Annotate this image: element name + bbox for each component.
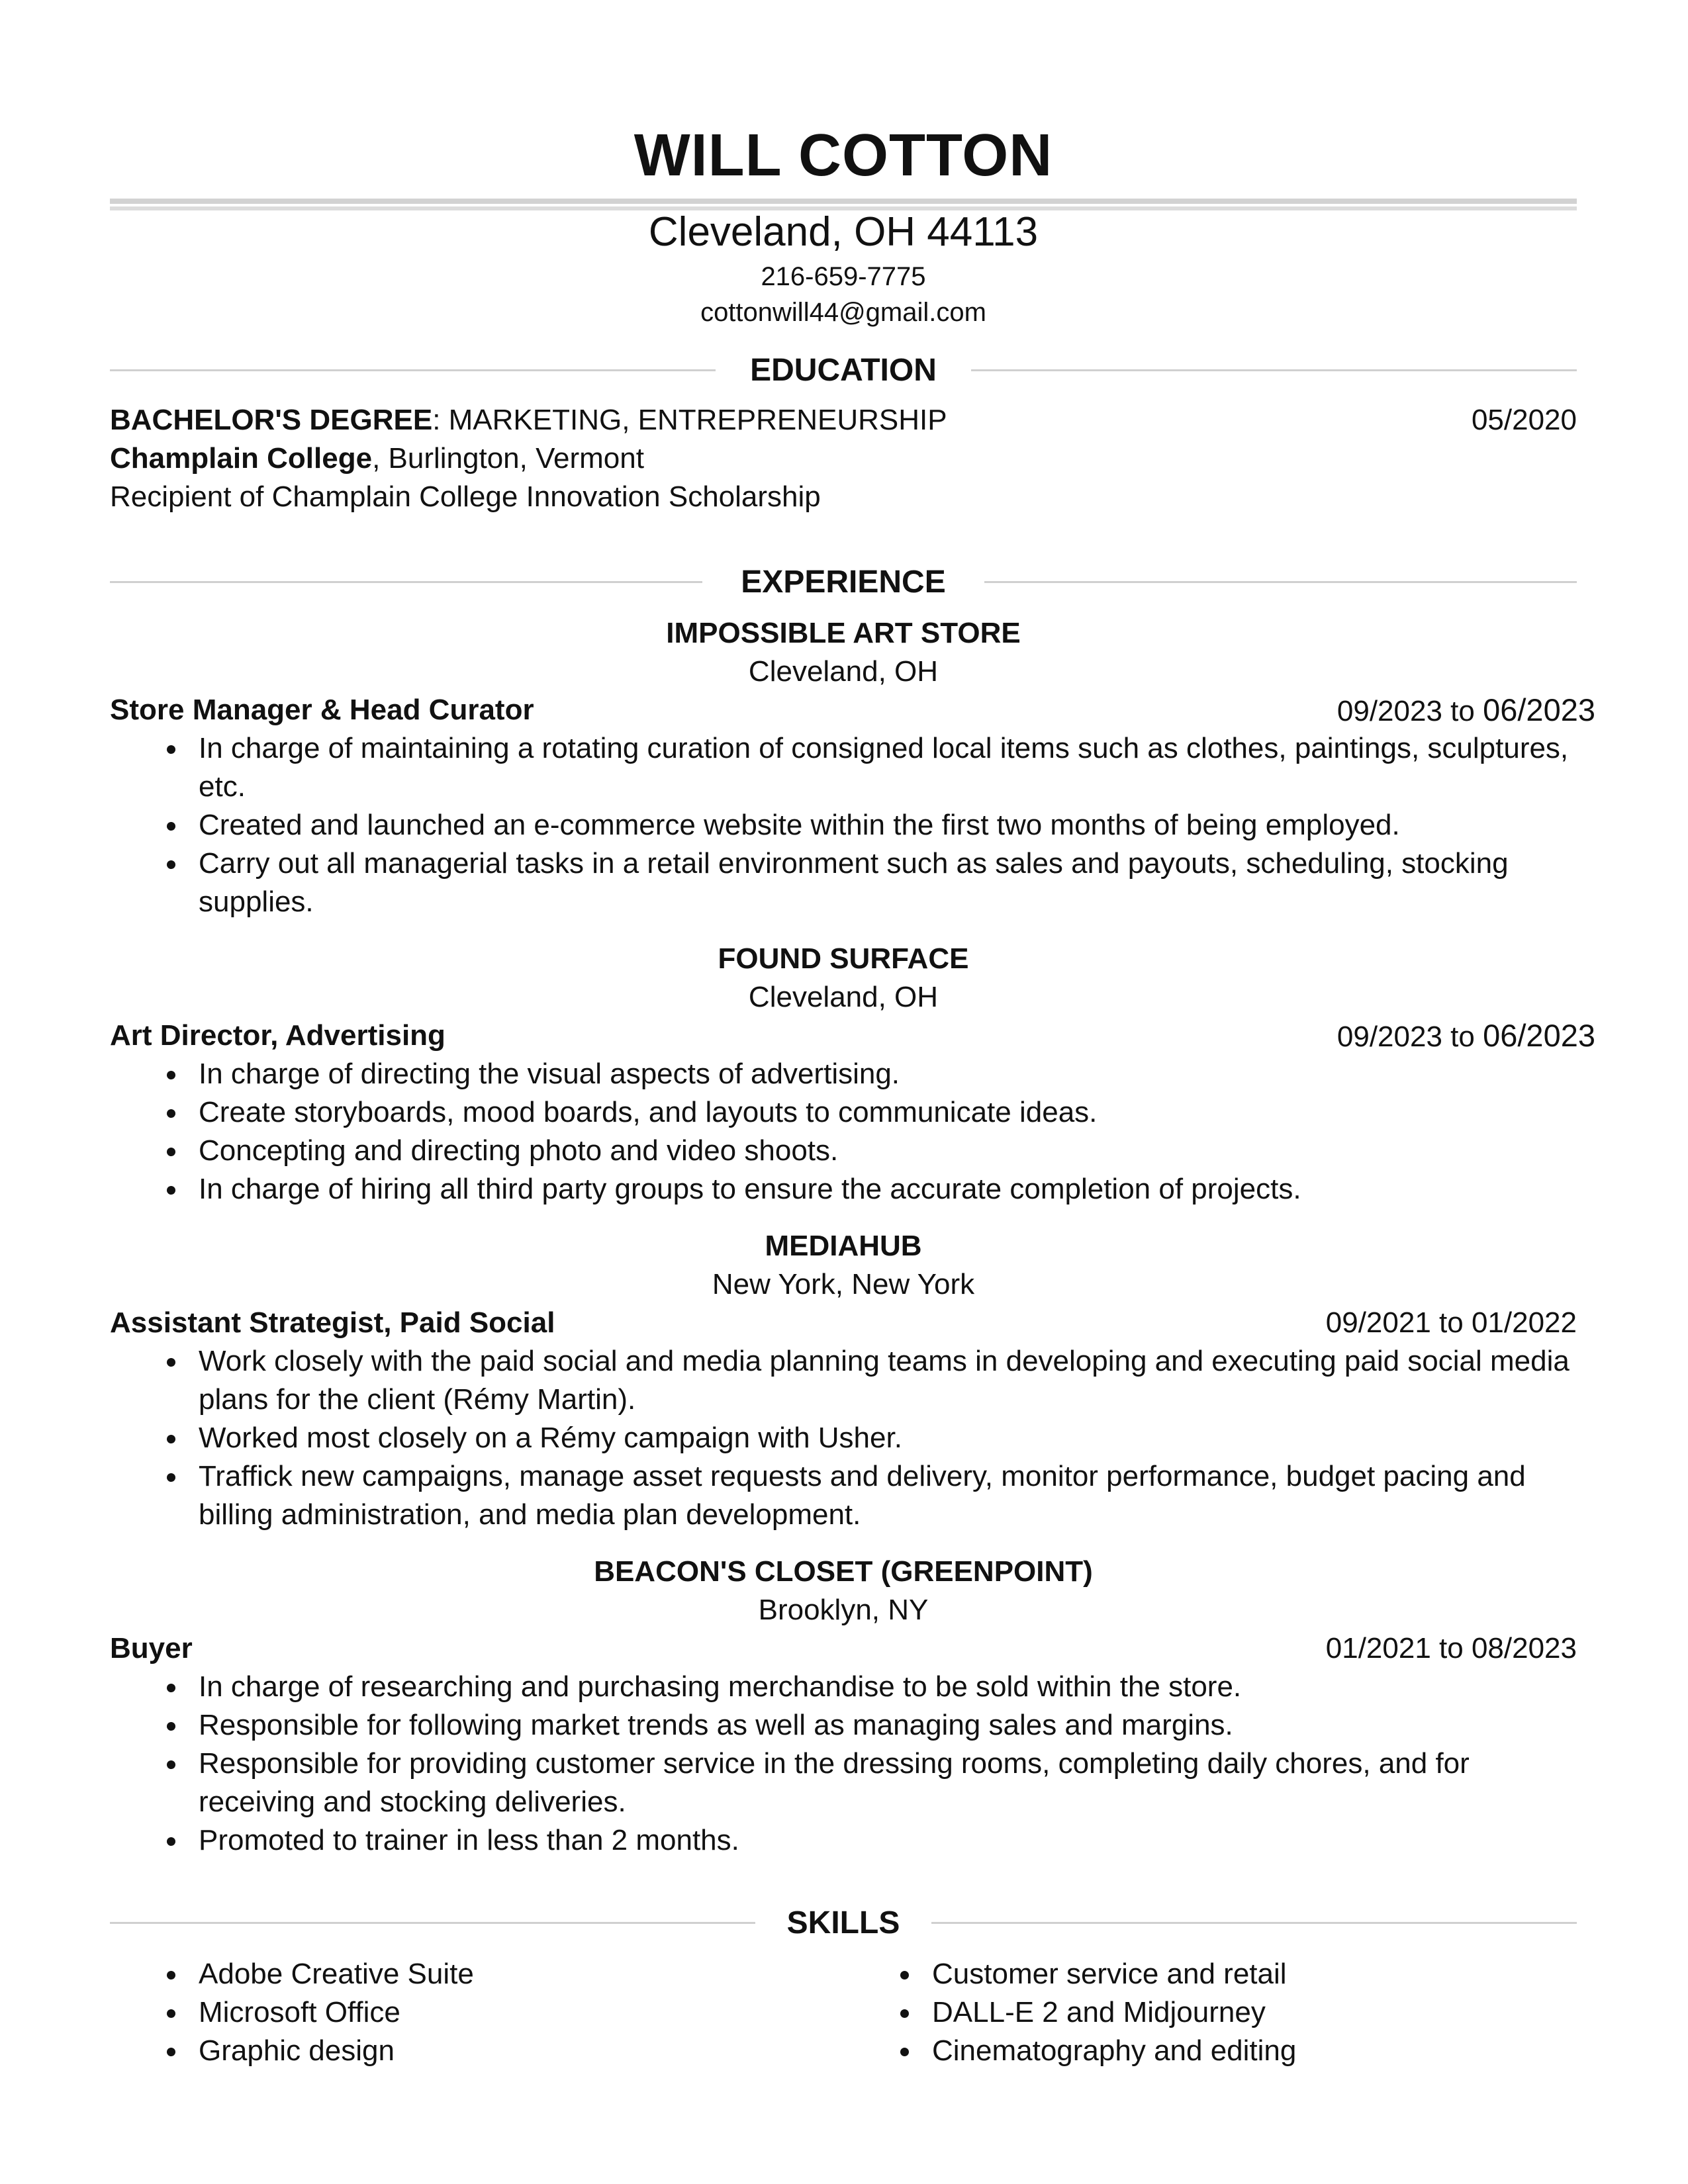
section-title: EDUCATION — [750, 353, 937, 388]
role-title: Buyer — [110, 1632, 193, 1664]
list-item: Work closely with the paid social and media planning teams in developing and executing paid social media plans for the client (Rémy Martin). — [110, 1342, 1582, 1419]
list-item: Responsible for following market trends as well as managing sales and margins. — [110, 1706, 1582, 1745]
list-item: Create storyboards, mood boards, and layouts to communicate ideas. — [110, 1093, 1582, 1132]
role-line — [110, 1017, 1595, 1055]
degree-line — [110, 401, 1577, 439]
list-item: In charge of maintaining a rotating curation of consigned local items such as clothes, paintings, sculptures, etc. — [110, 729, 1582, 806]
section-title: EXPERIENCE — [741, 565, 946, 600]
company-location: Cleveland, OH — [748, 981, 939, 1013]
list-item: In charge of researching and purchasing merchandise to be sold within the store. — [110, 1668, 1582, 1706]
responsibility-list — [110, 1342, 1582, 1534]
responsibility-list — [110, 1668, 1582, 1860]
list-item: In charge of hiring all third party groups to ensure the accurate completion of projects. — [110, 1170, 1582, 1208]
skills-list-left — [110, 1955, 794, 2070]
list-item: In charge of directing the visual aspects of advertising. — [110, 1055, 1582, 1093]
list-item: Worked most closely on a Rémy campaign with Usher. — [110, 1419, 1582, 1457]
company-name: MEDIAHUB — [765, 1230, 922, 1262]
company-location: New York, New York — [712, 1268, 975, 1300]
role-line — [110, 1304, 1577, 1342]
school-name: Champlain College — [110, 442, 373, 475]
education-note: Recipient of Champlain College Innovation Scholarship — [110, 480, 821, 513]
role-title: Assistant Strategist, Paid Social — [110, 1306, 555, 1339]
list-item: Concepting and directing photo and video shoots. — [110, 1132, 1582, 1170]
degree-label: BACHELOR'S DEGREE — [110, 404, 433, 436]
role-title: Art Director, Advertising — [110, 1019, 445, 1052]
role-dates: 01/2021 to 08/2023 — [1325, 1632, 1577, 1664]
skill-item: DALL-E 2 and Midjourney — [843, 1993, 1528, 2032]
experience-section-header — [110, 563, 1577, 602]
list-item: Responsible for providing customer service in the dressing rooms, completing daily chores, and for receiving and stocking deliveries. — [110, 1745, 1582, 1821]
responsibility-list — [110, 1055, 1582, 1208]
skill-item: Customer service and retail — [843, 1955, 1528, 1993]
list-item: Traffick new campaigns, manage asset requests and delivery, monitor performance, budget pacing and billing administration, and media plan development. — [110, 1457, 1582, 1534]
address-city: Cleveland, OH 44113 — [648, 209, 1039, 255]
email-address: cottonwill44@gmail.com — [700, 298, 986, 327]
section-title: SKILLS — [786, 1905, 900, 1940]
responsibility-list — [110, 729, 1582, 921]
company-name: BEACON'S CLOSET (GREENPOINT) — [594, 1555, 1093, 1588]
phone-number: 216-659-7775 — [761, 262, 926, 291]
list-item: Promoted to trainer in less than 2 months. — [110, 1821, 1582, 1860]
role-line — [110, 691, 1595, 729]
company-name: IMPOSSIBLE ART STORE — [666, 617, 1021, 649]
degree-field: : MARKETING, ENTREPRENEURSHIP — [432, 404, 947, 436]
role-dates: 09/2021 to 01/2022 — [1325, 1306, 1577, 1339]
education-section-header — [110, 351, 1577, 390]
role-title: Store Manager & Head Curator — [110, 694, 534, 726]
list-item: Created and launched an e-commerce website within the first two months of being employed. — [110, 806, 1582, 844]
skill-item: Cinematography and editing — [843, 2032, 1528, 2070]
school-location: , Burlington, Vermont — [372, 442, 644, 475]
company-location: Cleveland, OH — [748, 655, 939, 688]
role-dates: 09/2023 to 06/2023 — [1336, 1018, 1595, 1053]
skill-item: Adobe Creative Suite — [110, 1955, 794, 1993]
company-name: FOUND SURFACE — [718, 942, 969, 975]
skill-item: Microsoft Office — [110, 1993, 794, 2032]
list-item: Carry out all managerial tasks in a retail environment such as sales and payouts, scheduling, stocking supplies. — [110, 844, 1582, 921]
role-dates: 09/2023 to 06/2023 — [1336, 692, 1595, 727]
skill-item: Graphic design — [110, 2032, 794, 2070]
role-line — [110, 1629, 1577, 1668]
skills-section-header — [110, 1903, 1577, 1943]
candidate-name: WILL COTTON — [633, 122, 1053, 189]
company-location: Brooklyn, NY — [758, 1594, 929, 1626]
skills-list-right — [843, 1955, 1528, 2070]
school-line — [110, 439, 1577, 478]
degree-date: 05/2020 — [1471, 404, 1577, 436]
